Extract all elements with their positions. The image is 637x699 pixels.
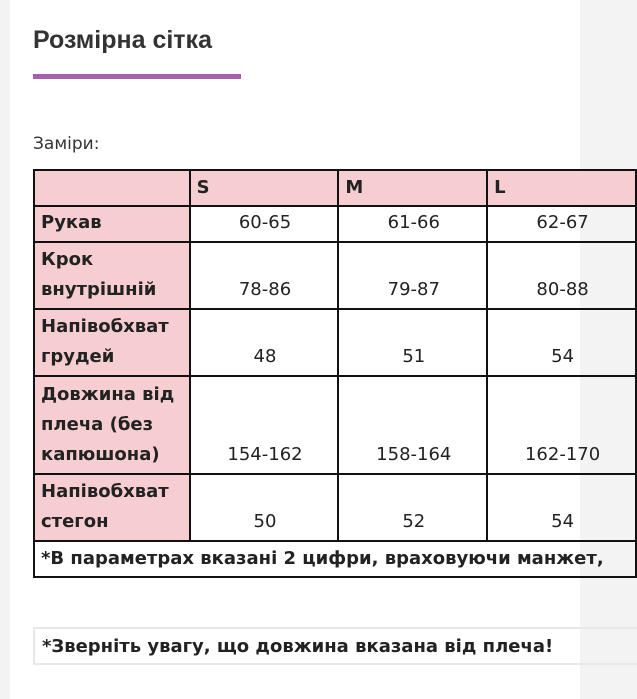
table-cell: 51: [338, 309, 487, 376]
table-cell: 80-88: [487, 242, 636, 309]
table-row: [34, 242, 636, 309]
table-cell: 54: [487, 309, 636, 376]
table-row: [34, 474, 636, 541]
size-header-l: L: [487, 170, 636, 206]
table-cell: 162-170: [487, 376, 636, 474]
row-label-sleeve: Рукав: [34, 206, 190, 242]
table-row: [34, 206, 636, 242]
size-header-row: [34, 170, 636, 206]
size-header-m: M: [338, 170, 487, 206]
table-cell: 79-87: [338, 242, 487, 309]
table-row: [34, 376, 636, 474]
table-cell: 52: [338, 474, 487, 541]
row-label-length: Довжина від плеча (без капюшона): [34, 376, 190, 474]
footnote-row: [34, 541, 636, 577]
table-cell: 78-86: [190, 242, 339, 309]
table-cell: 62-67: [487, 206, 636, 242]
row-label-half-chest: Напівобхват грудей: [34, 309, 190, 376]
table-cell: 60-65: [190, 206, 339, 242]
table-cell: 154-162: [190, 376, 339, 474]
length-notice: *Зверніть увагу, що довжина вказана від плеча!: [33, 627, 637, 665]
size-chart-table: [33, 169, 637, 578]
page-title: Розмірна сітка: [33, 26, 212, 54]
table-cell: 48: [190, 309, 339, 376]
table-cell: 50: [190, 474, 339, 541]
table-cell: 61-66: [338, 206, 487, 242]
row-label-inseam: Крок внутрішній: [34, 242, 190, 309]
table-cell: 54: [487, 474, 636, 541]
table-row: [34, 309, 636, 376]
measurements-label: Заміри:: [33, 134, 100, 154]
table-cell: 158-164: [338, 376, 487, 474]
title-underline: [33, 74, 241, 79]
row-label-half-hips: Напівобхват стегон: [34, 474, 190, 541]
table-footnote: *В параметрах вказані 2 цифри, враховуючи манжет,: [34, 541, 636, 577]
size-header-s: S: [190, 170, 339, 206]
corner-cell: [34, 170, 190, 206]
